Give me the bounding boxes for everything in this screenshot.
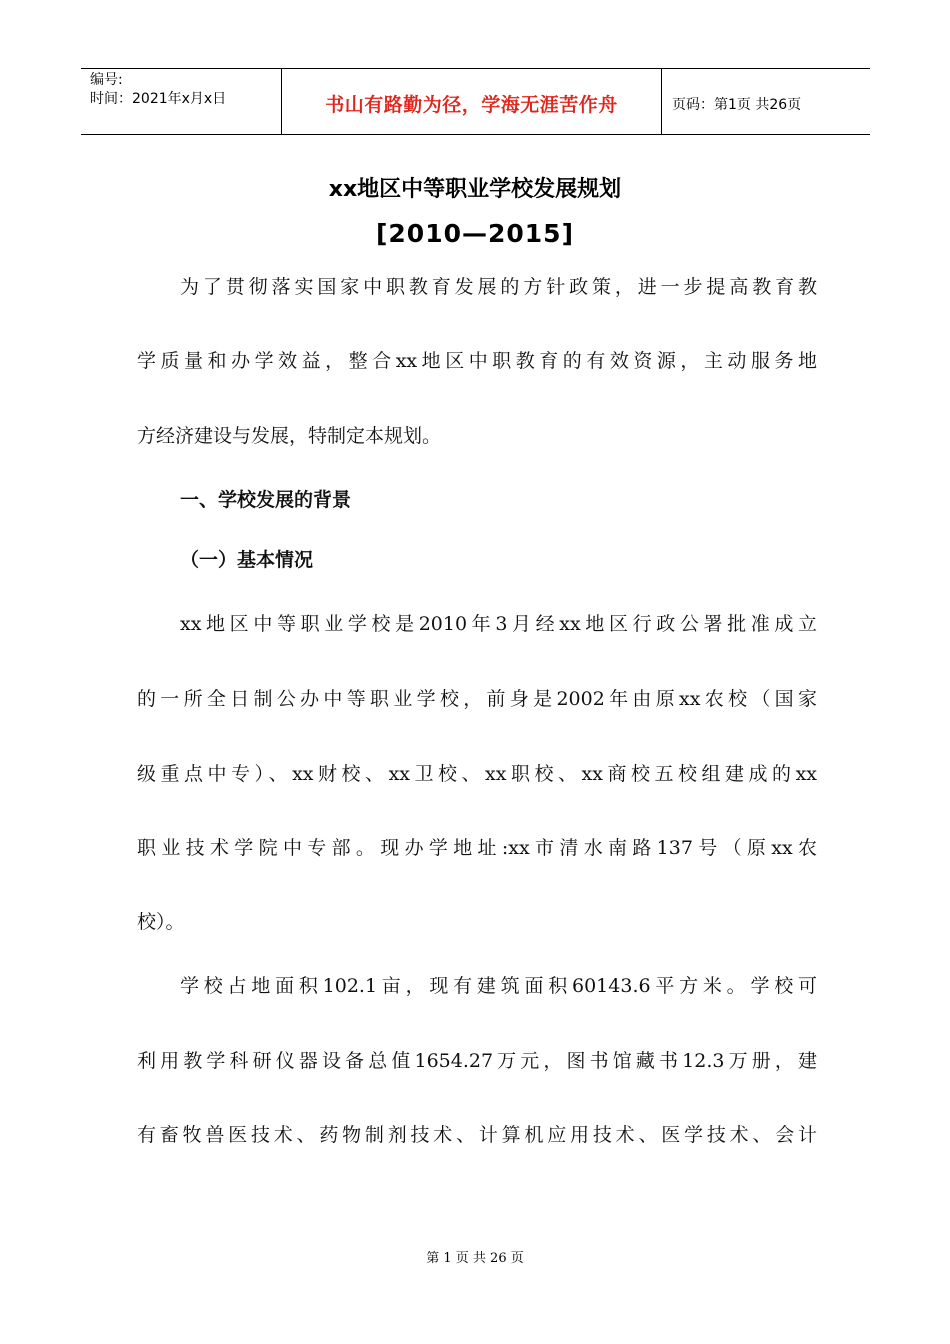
paragraph-line: 学质量和办学效益，整合xx地区中职教育的有效资源，主动服务地 (137, 350, 817, 372)
header-meta (81, 69, 282, 134)
paragraph-line: 有畜牧兽医技术、药物制剂技术、计算机应用技术、医学技术、会计 (137, 1124, 817, 1146)
date-label: 时间：2021年x月x日 (90, 91, 227, 107)
paragraph-line: 学校占地面积102.1亩，现有建筑面积60143.6平方米。学校可 (180, 975, 817, 997)
paragraph-line: 方经济建设与发展，特制定本规划。 (137, 425, 442, 447)
header-page-label: 页码：第1页 共26页 (672, 96, 802, 113)
document-subtitle: [2010—2015] (375, 219, 574, 248)
header-motto: 书山有路勤为径，学海无涯苦作舟 (282, 69, 662, 134)
paragraph-line: 为了贯彻落实国家中职教育发展的方针政策，进一步提高教育教 (180, 276, 817, 298)
paragraph-line: 级重点中专）、xx财校、xx卫校、xx职校、xx商校五校组建成的xx (137, 763, 817, 785)
subsection-heading: （一）基本情况 (180, 549, 314, 571)
paragraph-line: 利用教学科研仪器设备总值1654.27万元，图书馆藏书12.3万册，建 (137, 1050, 817, 1072)
paragraph-line: xx地区中等职业学校是2010年3月经xx地区行政公署批准成立 (180, 613, 817, 635)
number-label: 编号: (90, 72, 123, 88)
page-footer: 第 1 页 共 26 页 (426, 1251, 524, 1266)
section-heading: 一、学校发展的背景 (180, 489, 352, 511)
paragraph-line: 的一所全日制公办中等职业学校，前身是2002年由原xx农校（国家 (137, 688, 817, 710)
page-header (81, 68, 870, 135)
document-title: xx地区中等职业学校发展规划 (328, 177, 622, 202)
paragraph-line: 职业技术学院中专部。现办学地址:xx市清水南路137号（原xx农 (137, 837, 817, 859)
paragraph-line: 校）。 (137, 911, 185, 933)
